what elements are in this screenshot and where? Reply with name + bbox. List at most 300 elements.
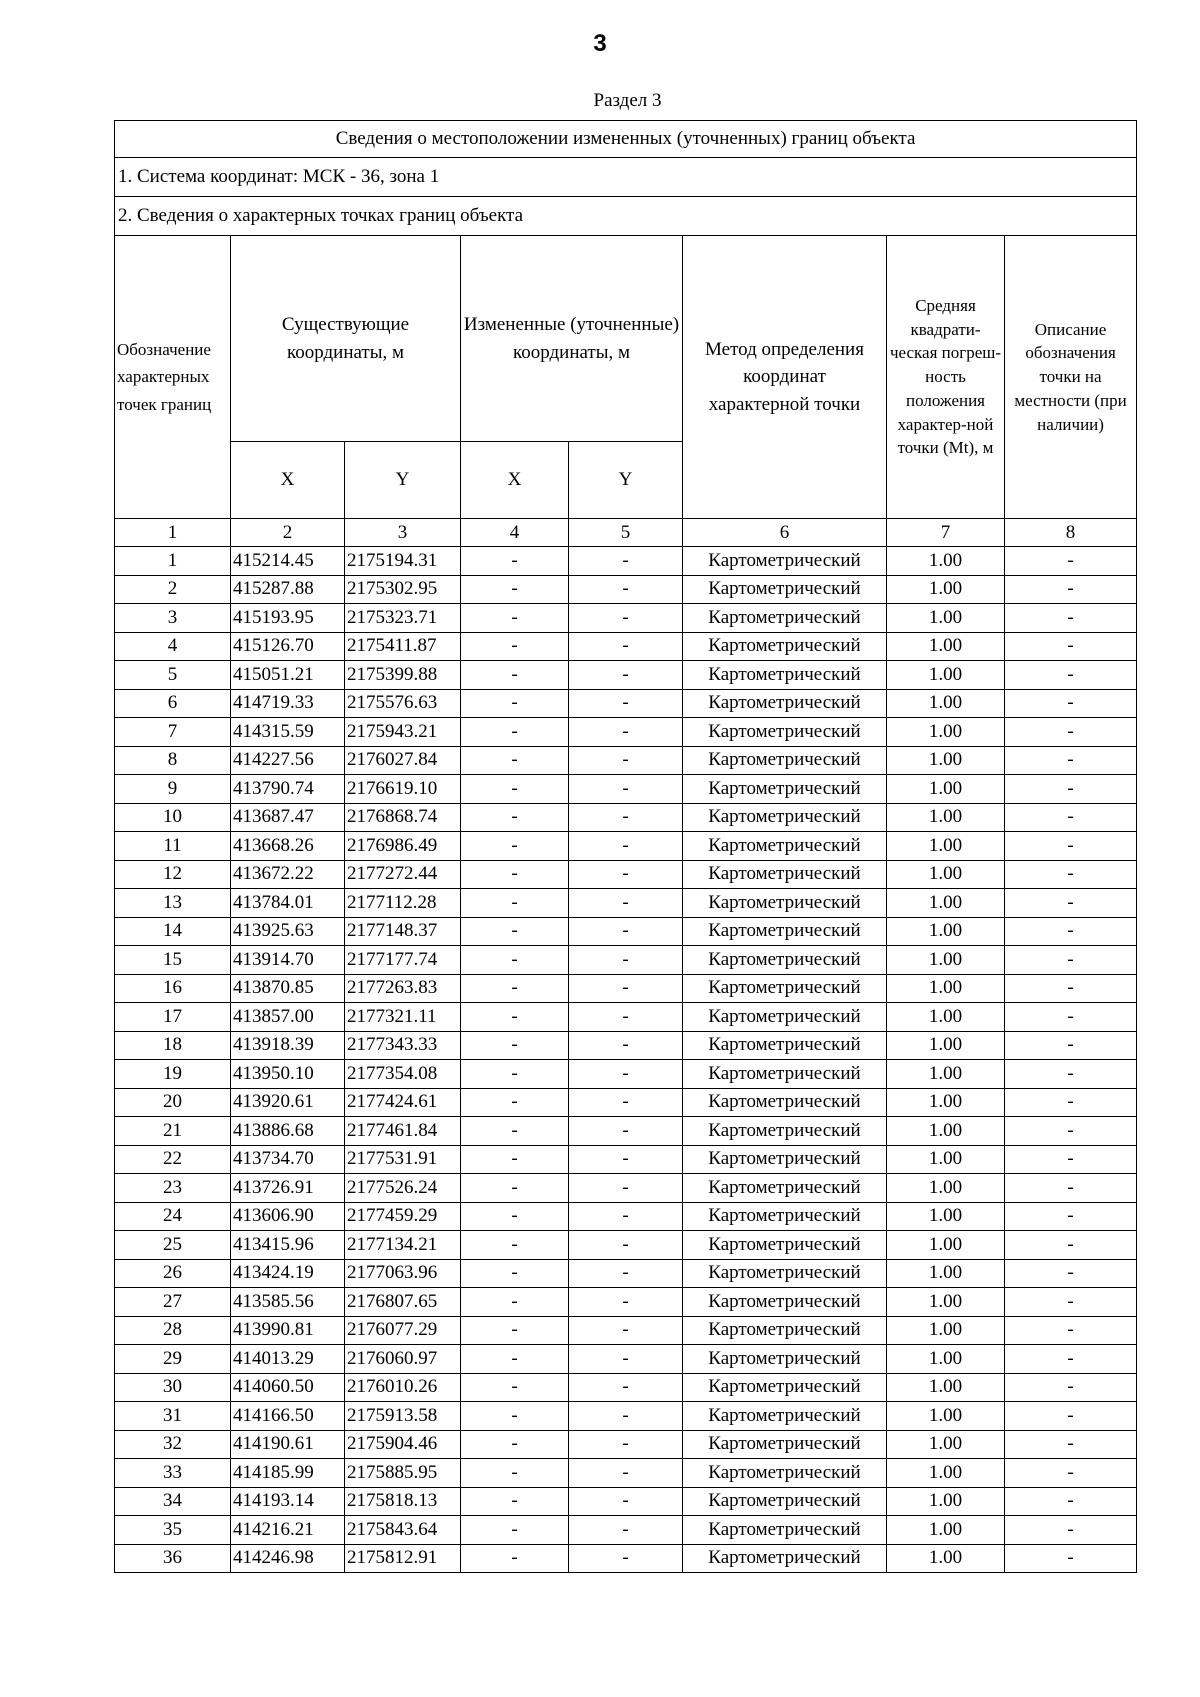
- coordinate-system: 1. Система координат: МСК - 36, зона 1: [115, 158, 1137, 197]
- point-number-cell: 34: [115, 1487, 231, 1516]
- description-cell: -: [1005, 860, 1137, 889]
- column-number: 7: [887, 519, 1005, 547]
- existing-y-cell: 2176619.10: [345, 775, 461, 804]
- column-number: 6: [683, 519, 887, 547]
- method-cell: Картометрический: [683, 718, 887, 747]
- point-number-cell: 13: [115, 889, 231, 918]
- changed-x-cell: -: [461, 547, 569, 576]
- changed-y-cell: -: [569, 1003, 683, 1032]
- changed-y-cell: -: [569, 917, 683, 946]
- changed-x-cell: -: [461, 917, 569, 946]
- existing-x-cell: 413990.81: [231, 1316, 345, 1345]
- existing-y-cell: 2177272.44: [345, 860, 461, 889]
- changed-y-cell: -: [569, 575, 683, 604]
- boundary-points-table: [114, 120, 1137, 1573]
- existing-x-cell: 413585.56: [231, 1288, 345, 1317]
- method-cell: Картометрический: [683, 1345, 887, 1374]
- existing-x-cell: 413726.91: [231, 1174, 345, 1203]
- rmse-cell: 1.00: [887, 1516, 1005, 1545]
- header-existing-x: X: [231, 442, 345, 519]
- changed-y-cell: -: [569, 1459, 683, 1488]
- existing-x-cell: 414166.50: [231, 1402, 345, 1431]
- header-existing-y: Y: [345, 442, 461, 519]
- changed-y-cell: -: [569, 1174, 683, 1203]
- description-cell: -: [1005, 632, 1137, 661]
- rmse-cell: 1.00: [887, 1174, 1005, 1203]
- rmse-cell: 1.00: [887, 803, 1005, 832]
- rmse-cell: 1.00: [887, 1231, 1005, 1260]
- description-cell: -: [1005, 1544, 1137, 1573]
- existing-y-cell: 2175885.95: [345, 1459, 461, 1488]
- rmse-cell: 1.00: [887, 917, 1005, 946]
- changed-y-cell: -: [569, 889, 683, 918]
- point-number-cell: 32: [115, 1430, 231, 1459]
- existing-x-cell: 414719.33: [231, 689, 345, 718]
- changed-x-cell: -: [461, 1430, 569, 1459]
- table-row: [115, 1487, 1137, 1516]
- header-description: Описание обозначения точки на местности (при наличии): [1005, 236, 1137, 519]
- changed-x-cell: -: [461, 1174, 569, 1203]
- section-title: Раздел 3: [593, 90, 662, 111]
- existing-x-cell: 414190.61: [231, 1430, 345, 1459]
- point-number-cell: 1: [115, 547, 231, 576]
- changed-x-cell: -: [461, 1516, 569, 1545]
- changed-y-cell: -: [569, 1231, 683, 1260]
- changed-y-cell: -: [569, 1288, 683, 1317]
- point-number-cell: 18: [115, 1031, 231, 1060]
- point-number-cell: 3: [115, 604, 231, 633]
- rmse-cell: 1.00: [887, 1544, 1005, 1573]
- table-row: [115, 1345, 1137, 1374]
- header-changed-x: X: [461, 442, 569, 519]
- column-number: 4: [461, 519, 569, 547]
- method-cell: Картометрический: [683, 604, 887, 633]
- existing-x-cell: 413790.74: [231, 775, 345, 804]
- changed-x-cell: -: [461, 632, 569, 661]
- rmse-cell: 1.00: [887, 632, 1005, 661]
- table-row: [115, 661, 1137, 690]
- existing-x-cell: 414227.56: [231, 746, 345, 775]
- changed-x-cell: -: [461, 1202, 569, 1231]
- changed-y-cell: -: [569, 1402, 683, 1431]
- existing-y-cell: 2176077.29: [345, 1316, 461, 1345]
- description-cell: -: [1005, 547, 1137, 576]
- table-row: [115, 604, 1137, 633]
- table-row: [115, 718, 1137, 747]
- existing-y-cell: 2177343.33: [345, 1031, 461, 1060]
- method-cell: Картометрический: [683, 1174, 887, 1203]
- existing-y-cell: 2177177.74: [345, 946, 461, 975]
- rmse-cell: 1.00: [887, 1459, 1005, 1488]
- description-cell: -: [1005, 661, 1137, 690]
- rmse-cell: 1.00: [887, 746, 1005, 775]
- method-cell: Картометрический: [683, 1459, 887, 1488]
- existing-y-cell: 2176868.74: [345, 803, 461, 832]
- description-cell: -: [1005, 1202, 1137, 1231]
- description-cell: -: [1005, 746, 1137, 775]
- changed-x-cell: -: [461, 575, 569, 604]
- changed-y-cell: -: [569, 547, 683, 576]
- changed-y-cell: -: [569, 1060, 683, 1089]
- table-row: [115, 1231, 1137, 1260]
- rmse-cell: 1.00: [887, 860, 1005, 889]
- changed-x-cell: -: [461, 1145, 569, 1174]
- rmse-cell: 1.00: [887, 547, 1005, 576]
- point-number-cell: 15: [115, 946, 231, 975]
- existing-y-cell: 2175818.13: [345, 1487, 461, 1516]
- existing-x-cell: 413687.47: [231, 803, 345, 832]
- existing-y-cell: 2177112.28: [345, 889, 461, 918]
- existing-y-cell: 2177424.61: [345, 1088, 461, 1117]
- table-row: [115, 575, 1137, 604]
- point-number-cell: 36: [115, 1544, 231, 1573]
- changed-x-cell: -: [461, 1487, 569, 1516]
- rmse-cell: 1.00: [887, 1402, 1005, 1431]
- table-row: [115, 1031, 1137, 1060]
- method-cell: Картометрический: [683, 746, 887, 775]
- existing-x-cell: 413925.63: [231, 917, 345, 946]
- table-row: [115, 1316, 1137, 1345]
- changed-x-cell: -: [461, 1373, 569, 1402]
- existing-x-cell: 413950.10: [231, 1060, 345, 1089]
- table-row: [115, 917, 1137, 946]
- description-cell: -: [1005, 1003, 1137, 1032]
- existing-x-cell: 413606.90: [231, 1202, 345, 1231]
- changed-y-cell: -: [569, 1259, 683, 1288]
- existing-x-cell: 413672.22: [231, 860, 345, 889]
- method-cell: Картометрический: [683, 1031, 887, 1060]
- method-cell: Картометрический: [683, 1288, 887, 1317]
- rmse-cell: 1.00: [887, 575, 1005, 604]
- point-number-cell: 33: [115, 1459, 231, 1488]
- description-cell: -: [1005, 1145, 1137, 1174]
- existing-x-cell: 413918.39: [231, 1031, 345, 1060]
- point-number-cell: 4: [115, 632, 231, 661]
- description-cell: -: [1005, 1259, 1137, 1288]
- table-row: [115, 974, 1137, 1003]
- changed-y-cell: -: [569, 860, 683, 889]
- existing-x-cell: 414315.59: [231, 718, 345, 747]
- point-number-cell: 27: [115, 1288, 231, 1317]
- rmse-cell: 1.00: [887, 1003, 1005, 1032]
- existing-x-cell: 413784.01: [231, 889, 345, 918]
- description-cell: -: [1005, 1402, 1137, 1431]
- changed-y-cell: -: [569, 775, 683, 804]
- existing-y-cell: 2177354.08: [345, 1060, 461, 1089]
- point-number-cell: 26: [115, 1259, 231, 1288]
- existing-y-cell: 2175843.64: [345, 1516, 461, 1545]
- description-cell: -: [1005, 889, 1137, 918]
- header-existing-coords: Существующие координаты, м: [231, 236, 461, 442]
- table-row: [115, 1544, 1137, 1573]
- point-number-cell: 12: [115, 860, 231, 889]
- changed-y-cell: -: [569, 1031, 683, 1060]
- changed-x-cell: -: [461, 1288, 569, 1317]
- changed-x-cell: -: [461, 746, 569, 775]
- existing-y-cell: 2175904.46: [345, 1430, 461, 1459]
- changed-x-cell: -: [461, 1402, 569, 1431]
- description-cell: -: [1005, 917, 1137, 946]
- changed-y-cell: -: [569, 974, 683, 1003]
- description-cell: -: [1005, 1088, 1137, 1117]
- method-cell: Картометрический: [683, 860, 887, 889]
- description-cell: -: [1005, 1288, 1137, 1317]
- existing-x-cell: 415126.70: [231, 632, 345, 661]
- description-cell: -: [1005, 1373, 1137, 1402]
- point-number-cell: 20: [115, 1088, 231, 1117]
- table-row: [115, 832, 1137, 861]
- changed-x-cell: -: [461, 1259, 569, 1288]
- description-cell: -: [1005, 604, 1137, 633]
- changed-y-cell: -: [569, 689, 683, 718]
- existing-y-cell: 2176986.49: [345, 832, 461, 861]
- method-cell: Картометрический: [683, 1060, 887, 1089]
- description-cell: -: [1005, 1430, 1137, 1459]
- method-cell: Картометрический: [683, 1430, 887, 1459]
- changed-y-cell: -: [569, 832, 683, 861]
- existing-x-cell: 413415.96: [231, 1231, 345, 1260]
- table-row: [115, 889, 1137, 918]
- existing-y-cell: 2176027.84: [345, 746, 461, 775]
- changed-y-cell: -: [569, 1117, 683, 1146]
- method-cell: Картометрический: [683, 1316, 887, 1345]
- table-row: [115, 946, 1137, 975]
- column-number: 5: [569, 519, 683, 547]
- description-cell: -: [1005, 689, 1137, 718]
- rmse-cell: 1.00: [887, 889, 1005, 918]
- rmse-cell: 1.00: [887, 1117, 1005, 1146]
- changed-x-cell: -: [461, 689, 569, 718]
- point-number-cell: 2: [115, 575, 231, 604]
- table-row: [115, 1202, 1137, 1231]
- existing-x-cell: 413668.26: [231, 832, 345, 861]
- existing-y-cell: 2176010.26: [345, 1373, 461, 1402]
- existing-y-cell: 2175399.88: [345, 661, 461, 690]
- existing-y-cell: 2177459.29: [345, 1202, 461, 1231]
- table-row: [115, 775, 1137, 804]
- changed-y-cell: -: [569, 1516, 683, 1545]
- existing-y-cell: 2177263.83: [345, 974, 461, 1003]
- existing-y-cell: 2175194.31: [345, 547, 461, 576]
- method-cell: Картометрический: [683, 1088, 887, 1117]
- changed-x-cell: -: [461, 974, 569, 1003]
- changed-x-cell: -: [461, 889, 569, 918]
- method-cell: Картометрический: [683, 1003, 887, 1032]
- existing-x-cell: 413424.19: [231, 1259, 345, 1288]
- description-cell: -: [1005, 803, 1137, 832]
- changed-y-cell: -: [569, 1373, 683, 1402]
- point-number-cell: 24: [115, 1202, 231, 1231]
- header-rmse: Средняя квадрати-ческая погреш-ность положения характер-ной точки (Mt), м: [887, 236, 1005, 519]
- point-number-cell: 16: [115, 974, 231, 1003]
- point-number-cell: 30: [115, 1373, 231, 1402]
- existing-x-cell: 414216.21: [231, 1516, 345, 1545]
- description-cell: -: [1005, 1060, 1137, 1089]
- method-cell: Картометрический: [683, 1145, 887, 1174]
- existing-x-cell: 413914.70: [231, 946, 345, 975]
- rmse-cell: 1.00: [887, 604, 1005, 633]
- point-number-cell: 9: [115, 775, 231, 804]
- existing-x-cell: 413857.00: [231, 1003, 345, 1032]
- changed-y-cell: -: [569, 661, 683, 690]
- existing-x-cell: 415214.45: [231, 547, 345, 576]
- changed-x-cell: -: [461, 604, 569, 633]
- rmse-cell: 1.00: [887, 1145, 1005, 1174]
- existing-x-cell: 413870.85: [231, 974, 345, 1003]
- point-number-cell: 6: [115, 689, 231, 718]
- table-row: [115, 803, 1137, 832]
- method-cell: Картометрический: [683, 1231, 887, 1260]
- points-caption: 2. Сведения о характерных точках границ объекта: [115, 197, 1137, 236]
- changed-y-cell: -: [569, 1316, 683, 1345]
- description-cell: -: [1005, 1459, 1137, 1488]
- description-cell: -: [1005, 718, 1137, 747]
- column-number: 3: [345, 519, 461, 547]
- method-cell: Картометрический: [683, 661, 887, 690]
- method-cell: Картометрический: [683, 1373, 887, 1402]
- table-row: [115, 1117, 1137, 1146]
- changed-x-cell: -: [461, 1003, 569, 1032]
- description-cell: -: [1005, 974, 1137, 1003]
- rmse-cell: 1.00: [887, 1373, 1005, 1402]
- changed-x-cell: -: [461, 946, 569, 975]
- table-row: [115, 1259, 1137, 1288]
- method-cell: Картометрический: [683, 917, 887, 946]
- changed-y-cell: -: [569, 1202, 683, 1231]
- changed-y-cell: -: [569, 1544, 683, 1573]
- column-number: 2: [231, 519, 345, 547]
- existing-y-cell: 2176807.65: [345, 1288, 461, 1317]
- rmse-cell: 1.00: [887, 775, 1005, 804]
- rmse-cell: 1.00: [887, 1088, 1005, 1117]
- method-cell: Картометрический: [683, 946, 887, 975]
- existing-y-cell: 2175411.87: [345, 632, 461, 661]
- existing-y-cell: 2177063.96: [345, 1259, 461, 1288]
- method-cell: Картометрический: [683, 632, 887, 661]
- existing-x-cell: 415193.95: [231, 604, 345, 633]
- description-cell: -: [1005, 946, 1137, 975]
- existing-y-cell: 2175913.58: [345, 1402, 461, 1431]
- table-row: [115, 1003, 1137, 1032]
- changed-x-cell: -: [461, 775, 569, 804]
- table-row: [115, 1174, 1137, 1203]
- method-cell: Картометрический: [683, 775, 887, 804]
- existing-x-cell: 415287.88: [231, 575, 345, 604]
- changed-y-cell: -: [569, 1145, 683, 1174]
- point-number-cell: 14: [115, 917, 231, 946]
- changed-y-cell: -: [569, 1430, 683, 1459]
- changed-y-cell: -: [569, 1487, 683, 1516]
- point-number-cell: 10: [115, 803, 231, 832]
- existing-x-cell: 413886.68: [231, 1117, 345, 1146]
- rmse-cell: 1.00: [887, 1031, 1005, 1060]
- changed-x-cell: -: [461, 803, 569, 832]
- existing-y-cell: 2177531.91: [345, 1145, 461, 1174]
- point-number-cell: 35: [115, 1516, 231, 1545]
- description-cell: -: [1005, 575, 1137, 604]
- table-row: [115, 689, 1137, 718]
- table-row: [115, 1373, 1137, 1402]
- point-number-cell: 25: [115, 1231, 231, 1260]
- column-number: 1: [115, 519, 231, 547]
- point-number-cell: 5: [115, 661, 231, 690]
- changed-x-cell: -: [461, 718, 569, 747]
- changed-x-cell: -: [461, 661, 569, 690]
- method-cell: Картометрический: [683, 1202, 887, 1231]
- existing-x-cell: 415051.21: [231, 661, 345, 690]
- existing-x-cell: 414060.50: [231, 1373, 345, 1402]
- table-row: [115, 547, 1137, 576]
- existing-x-cell: 414185.99: [231, 1459, 345, 1488]
- table-row: [115, 1145, 1137, 1174]
- point-number-cell: 19: [115, 1060, 231, 1089]
- existing-x-cell: 413920.61: [231, 1088, 345, 1117]
- rmse-cell: 1.00: [887, 946, 1005, 975]
- rmse-cell: 1.00: [887, 1316, 1005, 1345]
- existing-y-cell: 2177134.21: [345, 1231, 461, 1260]
- description-cell: -: [1005, 1117, 1137, 1146]
- existing-y-cell: 2175302.95: [345, 575, 461, 604]
- changed-y-cell: -: [569, 1088, 683, 1117]
- rmse-cell: 1.00: [887, 1487, 1005, 1516]
- method-cell: Картометрический: [683, 575, 887, 604]
- table-row: [115, 1088, 1137, 1117]
- changed-y-cell: -: [569, 632, 683, 661]
- rmse-cell: 1.00: [887, 1060, 1005, 1089]
- header-point-designation: Обозначение характерных точек границ: [115, 236, 231, 519]
- existing-y-cell: 2177461.84: [345, 1117, 461, 1146]
- existing-x-cell: 414193.14: [231, 1487, 345, 1516]
- rmse-cell: 1.00: [887, 1288, 1005, 1317]
- changed-x-cell: -: [461, 1316, 569, 1345]
- method-cell: Картометрический: [683, 1544, 887, 1573]
- changed-x-cell: -: [461, 1544, 569, 1573]
- changed-y-cell: -: [569, 803, 683, 832]
- changed-x-cell: -: [461, 1117, 569, 1146]
- changed-x-cell: -: [461, 1031, 569, 1060]
- table-row: [115, 1430, 1137, 1459]
- header-method: Метод определения координат характерной точки: [683, 236, 887, 519]
- point-number-cell: 23: [115, 1174, 231, 1203]
- changed-y-cell: -: [569, 718, 683, 747]
- existing-y-cell: 2177321.11: [345, 1003, 461, 1032]
- changed-x-cell: -: [461, 860, 569, 889]
- changed-x-cell: -: [461, 1088, 569, 1117]
- existing-y-cell: 2176060.97: [345, 1345, 461, 1374]
- changed-y-cell: -: [569, 946, 683, 975]
- description-cell: -: [1005, 1174, 1137, 1203]
- column-number-row: [115, 519, 1137, 547]
- existing-x-cell: 414246.98: [231, 1544, 345, 1573]
- point-number-cell: 11: [115, 832, 231, 861]
- existing-y-cell: 2175943.21: [345, 718, 461, 747]
- table-row: [115, 860, 1137, 889]
- point-number-cell: 31: [115, 1402, 231, 1431]
- point-number-cell: 22: [115, 1145, 231, 1174]
- existing-x-cell: 414013.29: [231, 1345, 345, 1374]
- existing-y-cell: 2177148.37: [345, 917, 461, 946]
- changed-x-cell: -: [461, 1060, 569, 1089]
- table-row: [115, 746, 1137, 775]
- rmse-cell: 1.00: [887, 1259, 1005, 1288]
- point-number-cell: 28: [115, 1316, 231, 1345]
- table-row: [115, 1288, 1137, 1317]
- rmse-cell: 1.00: [887, 661, 1005, 690]
- existing-x-cell: 413734.70: [231, 1145, 345, 1174]
- method-cell: Картометрический: [683, 1402, 887, 1431]
- method-cell: Картометрический: [683, 1259, 887, 1288]
- point-number-cell: 21: [115, 1117, 231, 1146]
